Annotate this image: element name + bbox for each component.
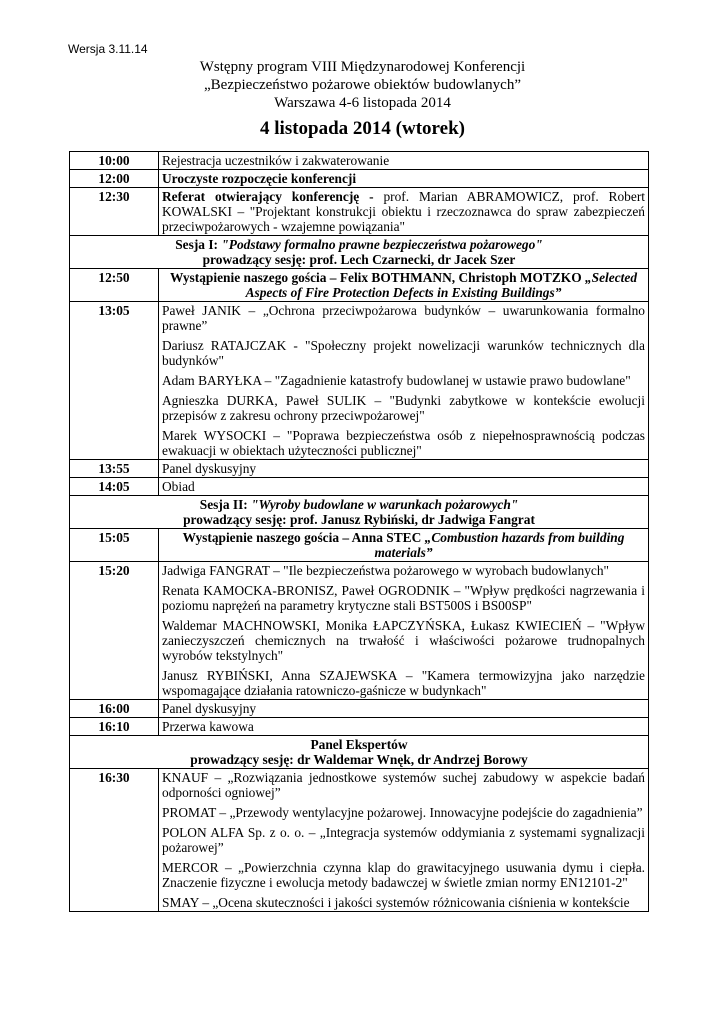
session-chair: prowadzący sesję: prof. Lech Czarnecki, dr Jacek Szer [202, 252, 516, 267]
talk-list-cell [159, 302, 649, 460]
guest-lead: Wystąpienie naszego gościa – Anna STEC [182, 530, 425, 545]
program-row [70, 152, 649, 170]
guest-lead: Wystąpienie naszego gościa – Felix BOTHMANN, Christoph MOTZKO [169, 270, 585, 285]
program-row [70, 302, 649, 460]
talk-entry: Marek WYSOCKI – "Poprawa bezpieczeństwa osób z niepełnosprawnością podczas ewakuacji w obiektach użyteczności publicznej" [162, 428, 645, 458]
header-line-3: Warszawa 4-6 listopada 2014 [274, 95, 451, 111]
session-title [73, 737, 645, 752]
time-cell: 16:10 [70, 718, 159, 736]
session-chair: prowadzący sesję: dr Waldemar Wnęk, dr Andrzej Borowy [190, 752, 528, 767]
item-cell: Przerwa kawowa [159, 718, 649, 736]
item-text-part: prof. Marian ABRAMOWICZ, prof. Robert KOWALSKI – "Projektant konstrukcji obiektu i rzeczoznawca do spraw zabezpieczeń przeciwpożarowych - wzajemne powiązania" [162, 189, 645, 234]
talk-entry: POLON ALFA Sp. z o. o. – „Integracja systemów oddymiania z systemami sygnalizacji pożarowej” [162, 825, 645, 855]
program-row [70, 478, 649, 496]
header-line-2: „Bezpieczeństwo pożarowe obiektów budowlanych” [204, 77, 521, 93]
program-row [70, 718, 649, 736]
guest-talk-title: „Combustion hazards from building materials” [374, 530, 625, 560]
talk-entry: Dariusz RATAJCZAK - "Społeczny projekt nowelizacji warunków technicznych dla budynków" [162, 338, 645, 368]
session-header [70, 236, 649, 269]
session-title-part: "Wyroby budowlane w warunkach pożarowych" [251, 497, 519, 512]
program-row [70, 170, 649, 188]
item-cell: Obiad [159, 478, 649, 496]
talk-list-cell [159, 562, 649, 700]
guest-talk-cell [159, 269, 649, 302]
talk-entry: PROMAT – „Przewody wentylacyjne pożarowej. Innowacyjne podejście do zagadnienia” [162, 805, 643, 820]
session-title-part: Sesja II: [199, 497, 252, 512]
time-cell: 12:00 [70, 170, 159, 188]
session-header [70, 736, 649, 769]
program-row [70, 562, 649, 700]
talk-entry: Renata KAMOCKA-BRONISZ, Paweł OGRODNIK – "Wpływ prędkości nagrzewania i poziomu naprężeń na parametry krytyczne stali BST500S i BS00SP" [162, 583, 645, 613]
talk-list-cell [159, 769, 649, 912]
program-row [70, 460, 649, 478]
program-row [70, 769, 649, 912]
session-chair: prowadzący sesję: prof. Janusz Rybiński, dr Jadwiga Fangrat [183, 512, 535, 527]
session-title [73, 237, 645, 252]
program-row [70, 188, 649, 236]
program-row [70, 236, 649, 269]
talk-entry: SMAY – „Ocena skuteczności i jakości systemów różnicowania ciśnienia w kontekście [162, 895, 630, 910]
time-cell: 15:20 [70, 562, 159, 700]
talk-entry: Janusz RYBIŃSKI, Anna SZAJEWSKA – "Kamera termowizyjna jako narzędzie wspomagające działania ratowniczo-gaśnicze w budynkach" [162, 668, 645, 698]
program-row [70, 496, 649, 529]
time-cell: 16:30 [70, 769, 159, 912]
talk-entry: Jadwiga FANGRAT – "Ile bezpieczeństwa pożarowego w wyrobach budowlanych" [162, 563, 609, 578]
time-cell: 12:50 [70, 269, 159, 302]
program-table [69, 151, 649, 912]
time-cell: 14:05 [70, 478, 159, 496]
day-title: 4 listopada 2014 (wtorek) [260, 118, 465, 139]
session-title-part: Sesja I: [175, 237, 222, 252]
program-row [70, 529, 649, 562]
guest-talk-cell [159, 529, 649, 562]
version-label: Wersja 3.11.14 [68, 42, 148, 56]
item-cell: Uroczyste rozpoczęcie konferencji [159, 170, 649, 188]
program-row [70, 736, 649, 769]
talk-entry: Waldemar MACHNOWSKI, Monika ŁAPCZYŃSKA, Łukasz KWIECIEŃ – "Wpływ zanieczyszczeń chemicznych na trwałość i właściwości pożarowe trudnopalnych wyrobów tekstylnych" [162, 618, 645, 663]
item-cell: Panel dyskusyjny [159, 700, 649, 718]
conference-header [0, 58, 725, 112]
header-line-1: Wstępny program VIII Międzynarodowej Konferencji [199, 59, 526, 75]
guest-talk-title: „Selected Aspects of Fire Protection Defects in Existing Buildings” [245, 270, 638, 300]
talk-entry: Adam BARYŁKA – "Zagadnienie katastrofy budowlanej w ustawie prawo budowlane" [162, 373, 631, 388]
talk-entry: Agnieszka DURKA, Paweł SULIK – "Budynki zabytkowe w kontekście ewolucji przepisów z zakresu ochrony przeciwpożarowej" [162, 393, 645, 423]
talk-entry: Paweł JANIK – „Ochrona przeciwpożarowa budynków – uwarunkowania formalno prawne” [162, 303, 645, 333]
time-cell: 10:00 [70, 152, 159, 170]
program-row [70, 700, 649, 718]
session-title-part: "Podstawy formalno prawne bezpieczeństwa pożarowego" [221, 237, 543, 252]
time-cell: 12:30 [70, 188, 159, 236]
session-title-part: Panel Ekspertów [310, 737, 408, 752]
time-cell: 16:00 [70, 700, 159, 718]
item-text-part: Referat otwierający konferencję - [162, 189, 384, 204]
program-row [70, 269, 649, 302]
item-cell: Rejestracja uczestników i zakwaterowanie [159, 152, 649, 170]
item-cell: Panel dyskusyjny [159, 460, 649, 478]
session-title [73, 497, 645, 512]
item-cell [159, 188, 649, 236]
session-header [70, 496, 649, 529]
talk-entry: KNAUF – „Rozwiązania jednostkowe systemów suchej zabudowy w aspekcie badań odporności ogniowej” [162, 770, 645, 800]
time-cell: 13:55 [70, 460, 159, 478]
talk-entry: MERCOR – „Powierzchnia czynna klap do grawitacyjnego usuwania dymu i ciepła. Znaczenie fizyczne i ewolucja metody badawczej w świetle zmian normy EN12101-2" [162, 860, 645, 890]
time-cell: 13:05 [70, 302, 159, 460]
time-cell: 15:05 [70, 529, 159, 562]
